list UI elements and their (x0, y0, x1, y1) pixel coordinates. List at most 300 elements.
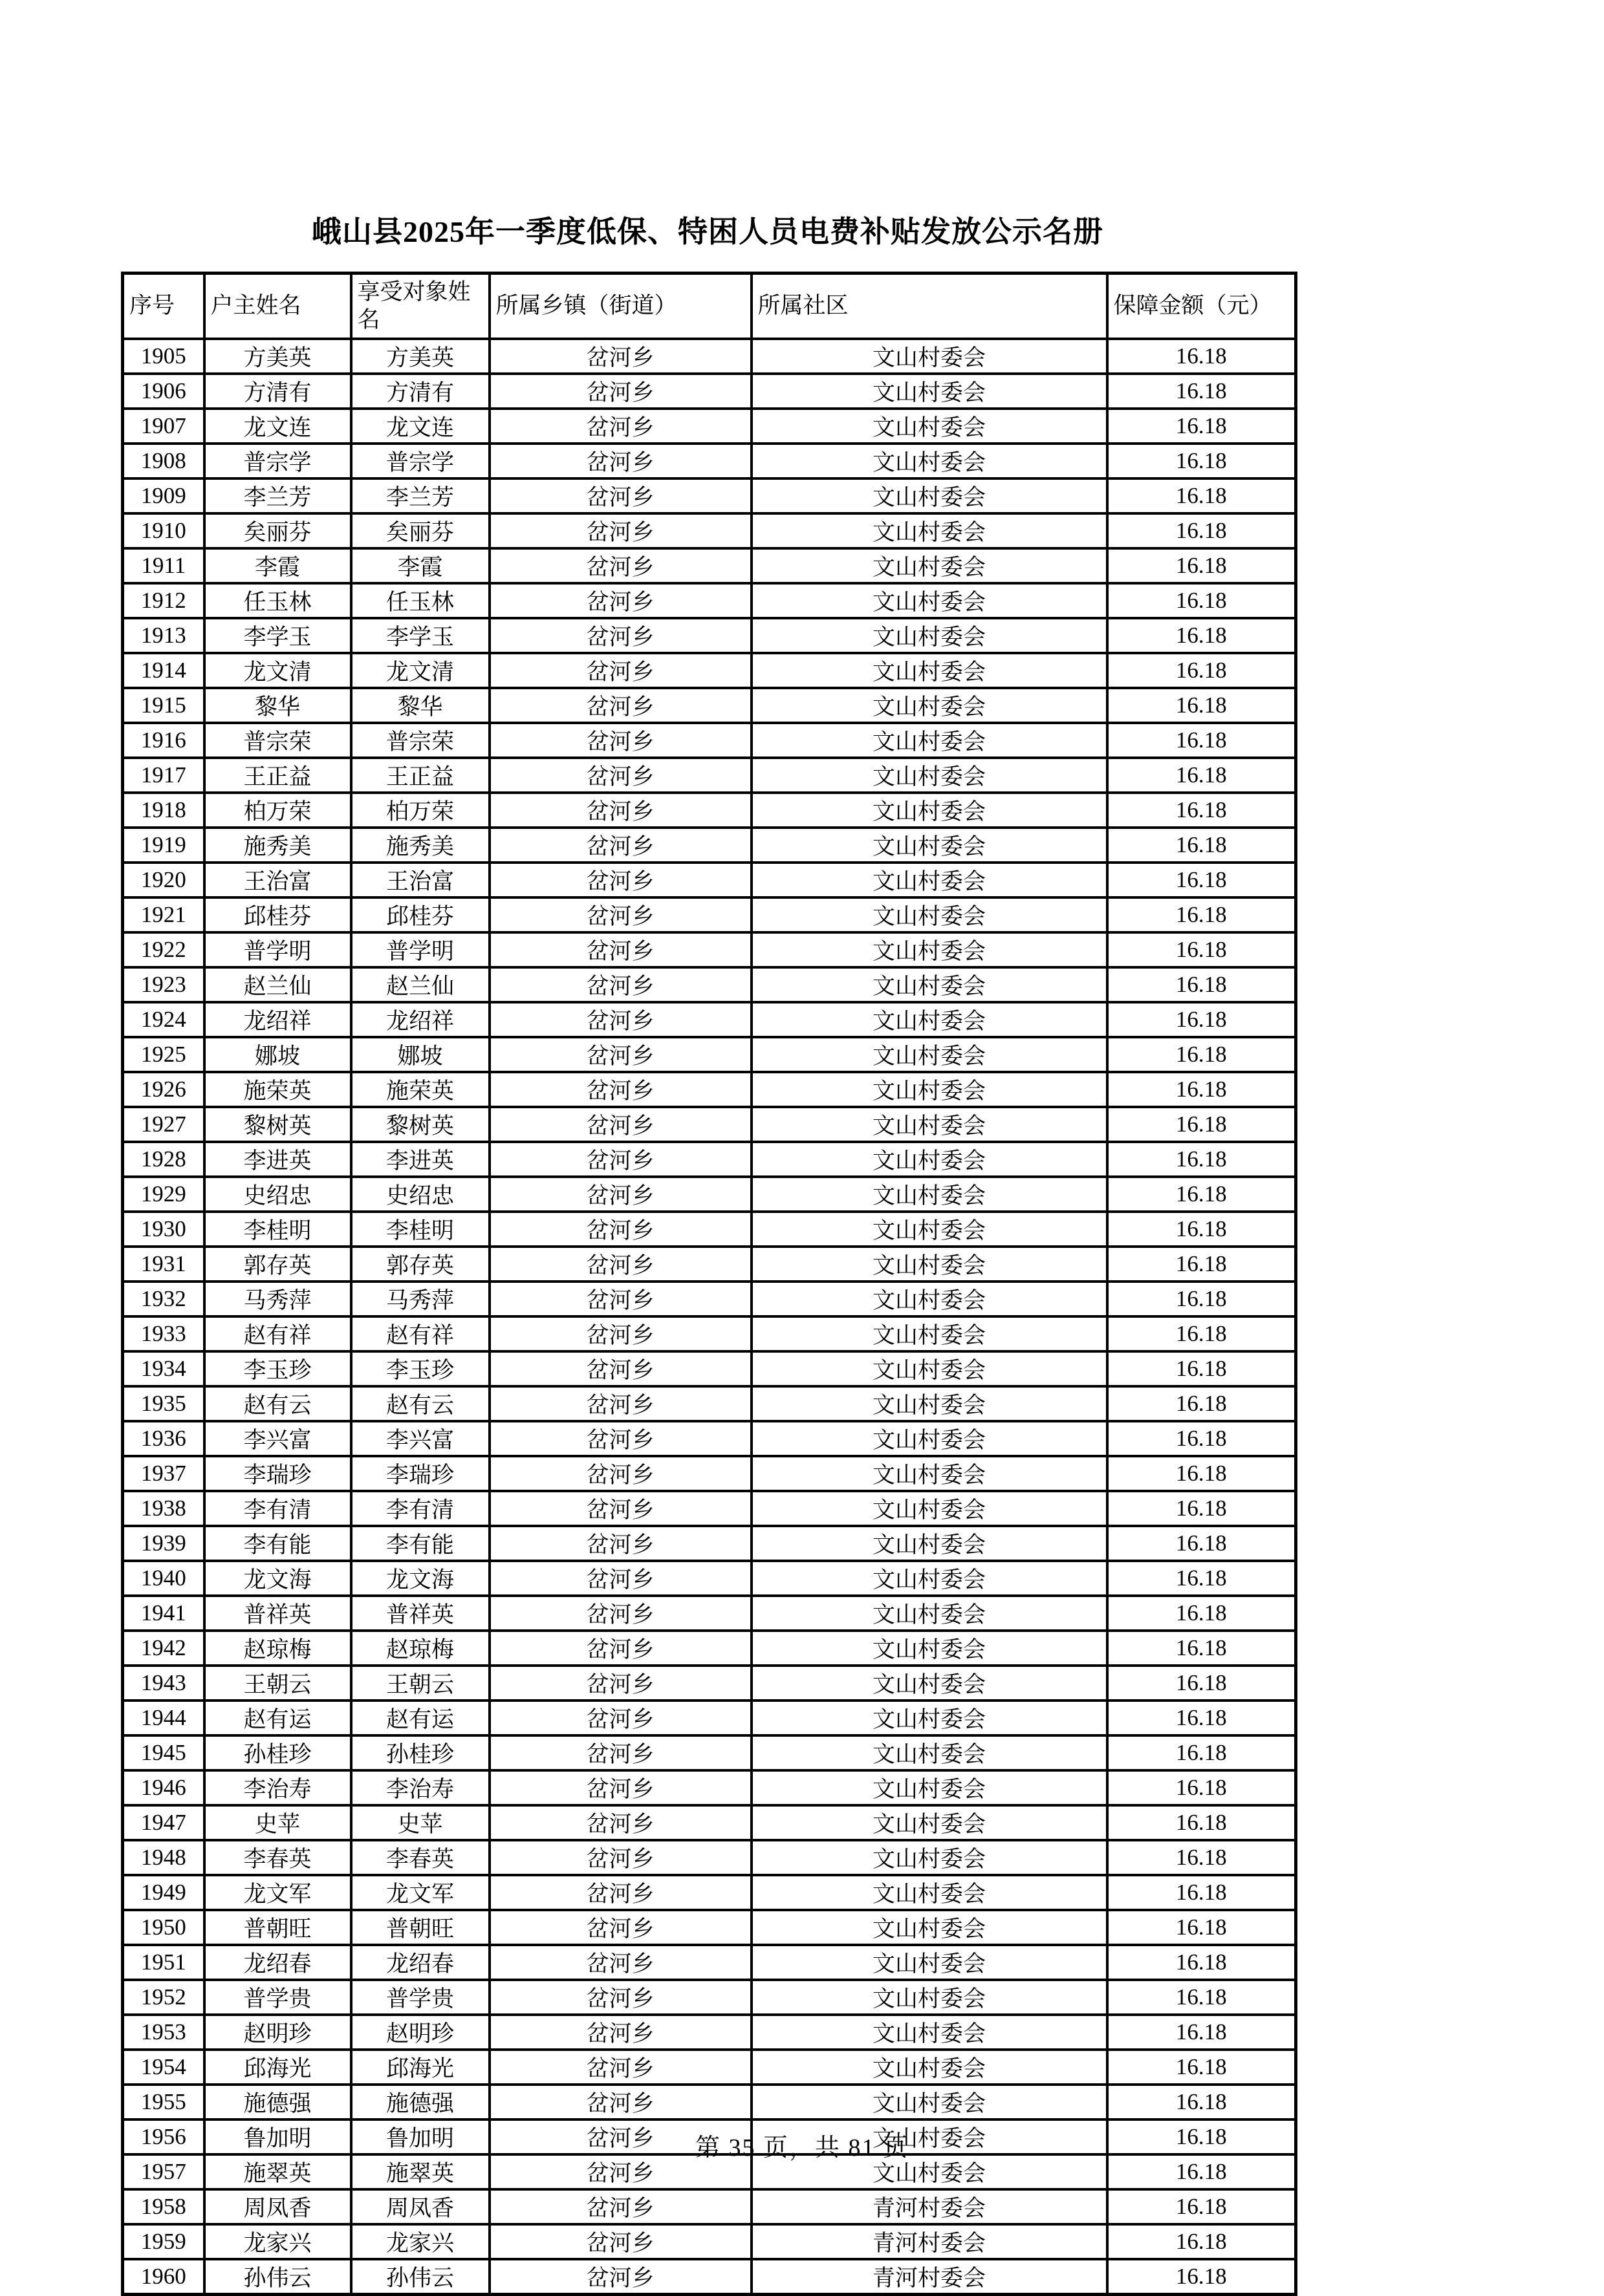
table-row (123, 548, 1296, 583)
cell-township: 岔河乡 (490, 1072, 752, 1107)
cell-township: 岔河乡 (490, 1386, 752, 1421)
cell-amount: 16.18 (1107, 723, 1296, 758)
cell-amount: 16.18 (1107, 478, 1296, 513)
cell-beneficiary-name: 普宗学 (351, 444, 490, 478)
cell-serial: 1937 (123, 1456, 204, 1491)
cell-household-name: 赵兰仙 (204, 967, 351, 1002)
cell-amount: 16.18 (1107, 1701, 1296, 1735)
cell-amount: 16.18 (1107, 1666, 1296, 1701)
cell-amount: 16.18 (1107, 1491, 1296, 1526)
cell-household-name: 普学明 (204, 932, 351, 967)
cell-amount: 16.18 (1107, 2154, 1296, 2189)
table-row (123, 1840, 1296, 1875)
cell-household-name: 黎华 (204, 688, 351, 723)
cell-community: 文山村委会 (752, 1491, 1107, 1526)
cell-serial: 1909 (123, 478, 204, 513)
cell-serial: 1929 (123, 1177, 204, 1212)
cell-community: 青河村委会 (752, 2189, 1107, 2224)
cell-community: 文山村委会 (752, 1561, 1107, 1596)
cell-amount: 16.18 (1107, 374, 1296, 409)
cell-beneficiary-name: 孙伟云 (351, 2259, 490, 2295)
cell-household-name: 邱海光 (204, 2050, 351, 2085)
cell-beneficiary-name: 李春英 (351, 1840, 490, 1875)
cell-community: 文山村委会 (752, 1142, 1107, 1177)
cell-community: 文山村委会 (752, 478, 1107, 513)
cell-serial: 1940 (123, 1561, 204, 1596)
table-row (123, 618, 1296, 653)
table-row (123, 2050, 1296, 2085)
cell-household-name: 马秀萍 (204, 1282, 351, 1316)
table-row (123, 339, 1296, 374)
cell-community: 文山村委会 (752, 1351, 1107, 1386)
cell-household-name: 李治寿 (204, 1770, 351, 1805)
cell-community: 文山村委会 (752, 758, 1107, 793)
cell-serial: 1908 (123, 444, 204, 478)
cell-beneficiary-name: 赵琼梅 (351, 1631, 490, 1666)
cell-community: 文山村委会 (752, 548, 1107, 583)
cell-household-name: 普祥英 (204, 1596, 351, 1631)
cell-household-name: 李进英 (204, 1142, 351, 1177)
cell-township: 岔河乡 (490, 1701, 752, 1735)
cell-serial: 1932 (123, 1282, 204, 1316)
cell-beneficiary-name: 孙桂珍 (351, 1735, 490, 1770)
cell-township: 岔河乡 (490, 2050, 752, 2085)
cell-township: 岔河乡 (490, 2119, 752, 2154)
cell-community: 文山村委会 (752, 513, 1107, 548)
cell-household-name: 郭存英 (204, 1247, 351, 1282)
cell-township: 岔河乡 (490, 1351, 752, 1386)
cell-household-name: 周凤香 (204, 2189, 351, 2224)
cell-township: 岔河乡 (490, 1037, 752, 1072)
cell-beneficiary-name: 赵有祥 (351, 1316, 490, 1351)
cell-township: 岔河乡 (490, 2154, 752, 2189)
cell-township: 岔河乡 (490, 828, 752, 863)
cell-community: 文山村委会 (752, 653, 1107, 688)
cell-beneficiary-name: 施德强 (351, 2085, 490, 2119)
cell-beneficiary-name: 王正益 (351, 758, 490, 793)
cell-township: 岔河乡 (490, 583, 752, 618)
cell-household-name: 王治富 (204, 863, 351, 897)
cell-township: 岔河乡 (490, 1561, 752, 1596)
cell-community: 文山村委会 (752, 1631, 1107, 1666)
cell-township: 岔河乡 (490, 1526, 752, 1561)
cell-beneficiary-name: 李学玉 (351, 618, 490, 653)
table-row (123, 1561, 1296, 1596)
cell-community: 文山村委会 (752, 583, 1107, 618)
cell-amount: 16.18 (1107, 583, 1296, 618)
table-row (123, 793, 1296, 828)
cell-beneficiary-name: 龙绍祥 (351, 1002, 490, 1037)
cell-amount: 16.18 (1107, 828, 1296, 863)
cell-amount: 16.18 (1107, 2085, 1296, 2119)
table-row (123, 1631, 1296, 1666)
table-row (123, 1351, 1296, 1386)
cell-household-name: 孙伟云 (204, 2259, 351, 2295)
cell-serial: 1938 (123, 1491, 204, 1526)
col-header-serial: 序号 (123, 274, 204, 339)
cell-beneficiary-name: 普学贵 (351, 1980, 490, 2015)
cell-township: 岔河乡 (490, 1840, 752, 1875)
cell-amount: 16.18 (1107, 1351, 1296, 1386)
cell-community: 文山村委会 (752, 863, 1107, 897)
cell-amount: 16.18 (1107, 793, 1296, 828)
table-row (123, 863, 1296, 897)
table-row (123, 828, 1296, 863)
table-row (123, 723, 1296, 758)
cell-township: 岔河乡 (490, 1945, 752, 1980)
cell-household-name: 赵有运 (204, 1701, 351, 1735)
cell-township: 岔河乡 (490, 723, 752, 758)
cell-serial: 1926 (123, 1072, 204, 1107)
cell-community: 文山村委会 (752, 1945, 1107, 1980)
cell-township: 岔河乡 (490, 758, 752, 793)
cell-community: 文山村委会 (752, 932, 1107, 967)
cell-amount: 16.18 (1107, 967, 1296, 1002)
cell-beneficiary-name: 王朝云 (351, 1666, 490, 1701)
cell-beneficiary-name: 普朝旺 (351, 1910, 490, 1945)
cell-beneficiary-name: 普宗荣 (351, 723, 490, 758)
cell-serial: 1954 (123, 2050, 204, 2085)
cell-household-name: 李兰芳 (204, 478, 351, 513)
table-row (123, 444, 1296, 478)
cell-township: 岔河乡 (490, 409, 752, 444)
cell-township: 岔河乡 (490, 863, 752, 897)
cell-household-name: 史绍忠 (204, 1177, 351, 1212)
cell-township: 岔河乡 (490, 1177, 752, 1212)
cell-amount: 16.18 (1107, 932, 1296, 967)
cell-beneficiary-name: 李瑞珍 (351, 1456, 490, 1491)
cell-household-name: 邱桂芬 (204, 897, 351, 932)
cell-community: 文山村委会 (752, 1980, 1107, 2015)
table-row (123, 2224, 1296, 2259)
cell-amount: 16.18 (1107, 1316, 1296, 1351)
cell-community: 文山村委会 (752, 2154, 1107, 2189)
table-row (123, 1596, 1296, 1631)
cell-amount: 16.18 (1107, 618, 1296, 653)
cell-township: 岔河乡 (490, 2085, 752, 2119)
cell-amount: 16.18 (1107, 2259, 1296, 2295)
cell-township: 岔河乡 (490, 478, 752, 513)
cell-beneficiary-name: 郭存英 (351, 1247, 490, 1282)
cell-beneficiary-name: 龙文海 (351, 1561, 490, 1596)
cell-household-name: 李霞 (204, 548, 351, 583)
table-row (123, 1666, 1296, 1701)
cell-community: 文山村委会 (752, 1735, 1107, 1770)
table-row (123, 374, 1296, 409)
cell-household-name: 普学贵 (204, 1980, 351, 2015)
cell-community: 文山村委会 (752, 339, 1107, 374)
table-row (123, 1177, 1296, 1212)
cell-serial: 1933 (123, 1316, 204, 1351)
cell-household-name: 赵琼梅 (204, 1631, 351, 1666)
cell-community: 文山村委会 (752, 1526, 1107, 1561)
cell-township: 岔河乡 (490, 793, 752, 828)
cell-amount: 16.18 (1107, 1561, 1296, 1596)
cell-household-name: 鲁加明 (204, 2119, 351, 2154)
cell-serial: 1950 (123, 1910, 204, 1945)
cell-beneficiary-name: 李兴富 (351, 1421, 490, 1456)
table-row (123, 1980, 1296, 2015)
cell-beneficiary-name: 李霞 (351, 548, 490, 583)
cell-amount: 16.18 (1107, 339, 1296, 374)
cell-township: 岔河乡 (490, 1631, 752, 1666)
cell-amount: 16.18 (1107, 1875, 1296, 1910)
cell-community: 文山村委会 (752, 1282, 1107, 1316)
cell-community: 文山村委会 (752, 897, 1107, 932)
cell-household-name: 赵有祥 (204, 1316, 351, 1351)
cell-community: 文山村委会 (752, 1456, 1107, 1491)
cell-beneficiary-name: 李兰芳 (351, 478, 490, 513)
cell-household-name: 李学玉 (204, 618, 351, 653)
cell-beneficiary-name: 黎树英 (351, 1107, 490, 1142)
cell-serial: 1955 (123, 2085, 204, 2119)
cell-serial: 1958 (123, 2189, 204, 2224)
cell-community: 文山村委会 (752, 1910, 1107, 1945)
cell-beneficiary-name: 史苹 (351, 1805, 490, 1840)
table-row (123, 1456, 1296, 1491)
table-row (123, 478, 1296, 513)
cell-amount: 16.18 (1107, 1421, 1296, 1456)
cell-amount: 16.18 (1107, 1980, 1296, 2015)
cell-serial: 1930 (123, 1212, 204, 1247)
cell-township: 岔河乡 (490, 444, 752, 478)
cell-township: 岔河乡 (490, 1910, 752, 1945)
cell-beneficiary-name: 李桂明 (351, 1212, 490, 1247)
cell-serial: 1953 (123, 2015, 204, 2050)
cell-amount: 16.18 (1107, 1282, 1296, 1316)
table-row (123, 1910, 1296, 1945)
cell-community: 文山村委会 (752, 1107, 1107, 1142)
cell-beneficiary-name: 龙家兴 (351, 2224, 490, 2259)
cell-township: 岔河乡 (490, 1107, 752, 1142)
table-row (123, 409, 1296, 444)
cell-household-name: 任玉林 (204, 583, 351, 618)
cell-household-name: 龙文海 (204, 1561, 351, 1596)
cell-township: 岔河乡 (490, 1212, 752, 1247)
table-row (123, 897, 1296, 932)
cell-serial: 1943 (123, 1666, 204, 1701)
cell-township: 岔河乡 (490, 618, 752, 653)
col-header-township: 所属乡镇（街道） (490, 274, 752, 339)
cell-community: 文山村委会 (752, 444, 1107, 478)
cell-amount: 16.18 (1107, 2050, 1296, 2085)
table-row (123, 932, 1296, 967)
cell-serial: 1910 (123, 513, 204, 548)
cell-community: 青河村委会 (752, 2259, 1107, 2295)
cell-beneficiary-name: 龙文连 (351, 409, 490, 444)
table-row (123, 1735, 1296, 1770)
cell-serial: 1934 (123, 1351, 204, 1386)
cell-amount: 16.18 (1107, 1770, 1296, 1805)
cell-serial: 1925 (123, 1037, 204, 1072)
cell-amount: 16.18 (1107, 1735, 1296, 1770)
cell-township: 岔河乡 (490, 967, 752, 1002)
table-row (123, 1491, 1296, 1526)
cell-serial: 1960 (123, 2259, 204, 2295)
cell-household-name: 普朝旺 (204, 1910, 351, 1945)
cell-community: 文山村委会 (752, 1072, 1107, 1107)
cell-amount: 16.18 (1107, 2189, 1296, 2224)
col-header-community: 所属社区 (752, 274, 1107, 339)
cell-township: 岔河乡 (490, 1142, 752, 1177)
col-header-household-name: 户主姓名 (204, 274, 351, 339)
cell-community: 文山村委会 (752, 2119, 1107, 2154)
cell-township: 岔河乡 (490, 653, 752, 688)
table-row (123, 1875, 1296, 1910)
cell-township: 岔河乡 (490, 688, 752, 723)
cell-amount: 16.18 (1107, 688, 1296, 723)
cell-household-name: 赵有云 (204, 1386, 351, 1421)
cell-township: 岔河乡 (490, 548, 752, 583)
cell-amount: 16.18 (1107, 1526, 1296, 1561)
table-row (123, 1316, 1296, 1351)
cell-beneficiary-name: 施荣英 (351, 1072, 490, 1107)
cell-community: 文山村委会 (752, 688, 1107, 723)
cell-amount: 16.18 (1107, 1596, 1296, 1631)
cell-serial: 1915 (123, 688, 204, 723)
cell-amount: 16.18 (1107, 1247, 1296, 1282)
cell-household-name: 普宗荣 (204, 723, 351, 758)
cell-community: 文山村委会 (752, 1421, 1107, 1456)
cell-household-name: 矣丽芬 (204, 513, 351, 548)
cell-household-name: 龙文连 (204, 409, 351, 444)
cell-serial: 1939 (123, 1526, 204, 1561)
cell-amount: 16.18 (1107, 1037, 1296, 1072)
table-row (123, 2015, 1296, 2050)
cell-serial: 1952 (123, 1980, 204, 2015)
cell-serial: 1942 (123, 1631, 204, 1666)
cell-serial: 1946 (123, 1770, 204, 1805)
cell-serial: 1923 (123, 967, 204, 1002)
cell-household-name: 施秀美 (204, 828, 351, 863)
table-row (123, 688, 1296, 723)
cell-township: 岔河乡 (490, 932, 752, 967)
cell-beneficiary-name: 方美英 (351, 339, 490, 374)
cell-beneficiary-name: 马秀萍 (351, 1282, 490, 1316)
cell-community: 文山村委会 (752, 618, 1107, 653)
cell-household-name: 李桂明 (204, 1212, 351, 1247)
cell-beneficiary-name: 李玉珍 (351, 1351, 490, 1386)
cell-community: 文山村委会 (752, 1212, 1107, 1247)
cell-amount: 16.18 (1107, 409, 1296, 444)
cell-beneficiary-name: 娜坡 (351, 1037, 490, 1072)
table-row (123, 1002, 1296, 1037)
cell-serial: 1919 (123, 828, 204, 863)
table-row (123, 1247, 1296, 1282)
cell-amount: 16.18 (1107, 1177, 1296, 1212)
cell-township: 岔河乡 (490, 2259, 752, 2295)
cell-township: 岔河乡 (490, 1247, 752, 1282)
cell-community: 文山村委会 (752, 723, 1107, 758)
cell-household-name: 龙文清 (204, 653, 351, 688)
table-row (123, 1526, 1296, 1561)
cell-community: 文山村委会 (752, 2015, 1107, 2050)
cell-household-name: 施德强 (204, 2085, 351, 2119)
cell-household-name: 王朝云 (204, 1666, 351, 1701)
cell-community: 文山村委会 (752, 1002, 1107, 1037)
cell-serial: 1912 (123, 583, 204, 618)
table-row (123, 2189, 1296, 2224)
cell-beneficiary-name: 龙文军 (351, 1875, 490, 1910)
cell-serial: 1931 (123, 1247, 204, 1282)
table-row (123, 583, 1296, 618)
table-row (123, 967, 1296, 1002)
cell-beneficiary-name: 邱桂芬 (351, 897, 490, 932)
cell-amount: 16.18 (1107, 2224, 1296, 2259)
cell-community: 文山村委会 (752, 1770, 1107, 1805)
cell-amount: 16.18 (1107, 1212, 1296, 1247)
table-row (123, 1421, 1296, 1456)
cell-beneficiary-name: 龙文清 (351, 653, 490, 688)
table-row (123, 1701, 1296, 1735)
cell-amount: 16.18 (1107, 897, 1296, 932)
cell-amount: 16.18 (1107, 863, 1296, 897)
cell-household-name: 李玉珍 (204, 1351, 351, 1386)
table-row (123, 2259, 1296, 2295)
cell-beneficiary-name: 赵有运 (351, 1701, 490, 1735)
cell-household-name: 龙绍春 (204, 1945, 351, 1980)
cell-serial: 1941 (123, 1596, 204, 1631)
cell-township: 岔河乡 (490, 1805, 752, 1840)
cell-serial: 1956 (123, 2119, 204, 2154)
cell-amount: 16.18 (1107, 444, 1296, 478)
cell-serial: 1905 (123, 339, 204, 374)
cell-community: 文山村委会 (752, 409, 1107, 444)
cell-household-name: 龙绍祥 (204, 1002, 351, 1037)
cell-serial: 1918 (123, 793, 204, 828)
cell-household-name: 方美英 (204, 339, 351, 374)
cell-amount: 16.18 (1107, 1805, 1296, 1840)
cell-township: 岔河乡 (490, 1666, 752, 1701)
cell-amount: 16.18 (1107, 758, 1296, 793)
cell-community: 文山村委会 (752, 2050, 1107, 2085)
cell-serial: 1922 (123, 932, 204, 967)
cell-serial: 1928 (123, 1142, 204, 1177)
cell-beneficiary-name: 任玉林 (351, 583, 490, 618)
cell-township: 岔河乡 (490, 374, 752, 409)
cell-community: 文山村委会 (752, 1177, 1107, 1212)
cell-amount: 16.18 (1107, 653, 1296, 688)
cell-serial: 1949 (123, 1875, 204, 1910)
table-row (123, 1212, 1296, 1247)
table-row (123, 1282, 1296, 1316)
cell-household-name: 李有清 (204, 1491, 351, 1526)
table-row (123, 1805, 1296, 1840)
cell-community: 文山村委会 (752, 2085, 1107, 2119)
cell-household-name: 李瑞珍 (204, 1456, 351, 1491)
cell-amount: 16.18 (1107, 1072, 1296, 1107)
cell-beneficiary-name: 赵明珍 (351, 2015, 490, 2050)
cell-beneficiary-name: 方清有 (351, 374, 490, 409)
cell-amount: 16.18 (1107, 1386, 1296, 1421)
cell-serial: 1948 (123, 1840, 204, 1875)
cell-township: 岔河乡 (490, 1002, 752, 1037)
cell-serial: 1924 (123, 1002, 204, 1037)
cell-serial: 1914 (123, 653, 204, 688)
cell-township: 岔河乡 (490, 1491, 752, 1526)
cell-beneficiary-name: 矣丽芬 (351, 513, 490, 548)
header-row (123, 274, 1296, 339)
cell-serial: 1936 (123, 1421, 204, 1456)
cell-township: 岔河乡 (490, 1735, 752, 1770)
cell-beneficiary-name: 李进英 (351, 1142, 490, 1177)
table-row (123, 1072, 1296, 1107)
cell-amount: 16.18 (1107, 1002, 1296, 1037)
cell-beneficiary-name: 李有能 (351, 1526, 490, 1561)
cell-township: 岔河乡 (490, 339, 752, 374)
cell-amount: 16.18 (1107, 1142, 1296, 1177)
cell-amount: 16.18 (1107, 1840, 1296, 1875)
